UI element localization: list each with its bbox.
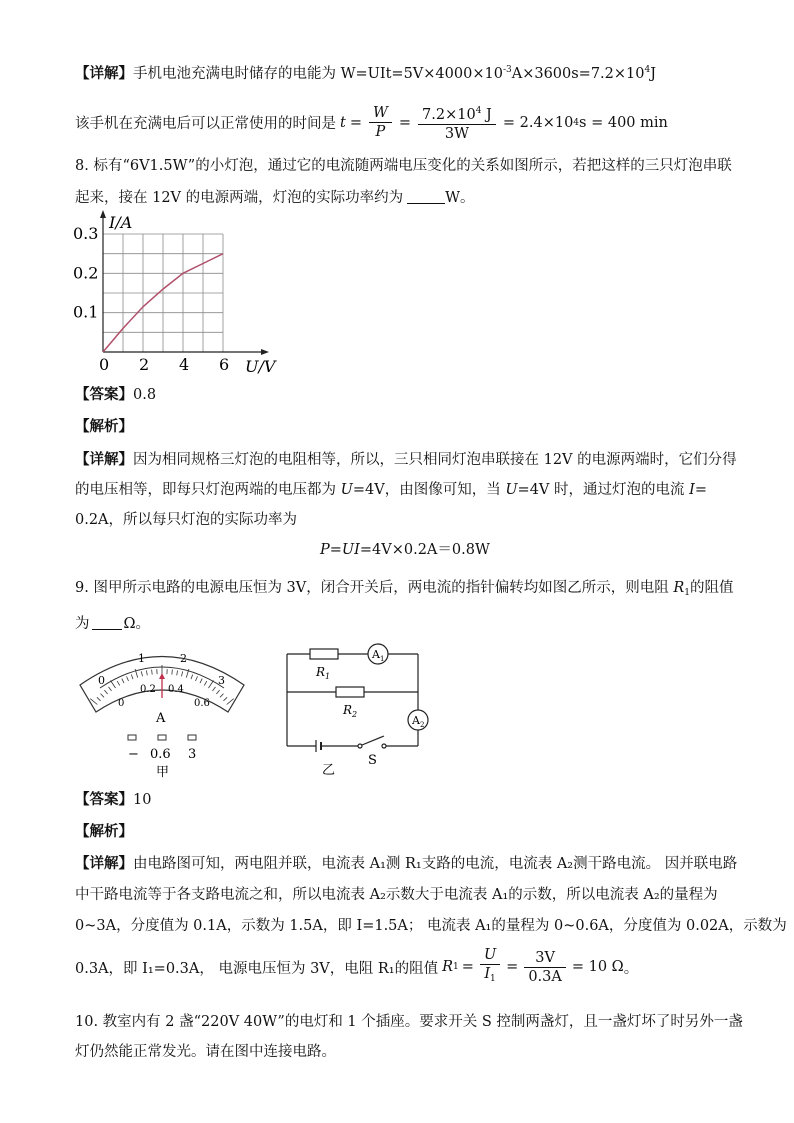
det9-frac1-den: $I_1$ — [484, 966, 496, 984]
iu-chart — [70, 210, 310, 380]
ans8-tag: 【答案】 — [75, 386, 133, 403]
meter-tick — [200, 679, 202, 684]
det8-l2a: 的电压相等，即每只灯泡两端的电压都为 — [75, 482, 341, 498]
q9-line1 — [75, 578, 734, 603]
ans9-value: 10 — [133, 792, 152, 808]
y-tick-label: 0.3 — [73, 224, 99, 243]
ans8-line — [75, 385, 156, 405]
det8-eq-b: = — [329, 542, 342, 558]
switch-blade — [362, 736, 384, 745]
meter-terminal-06: 0.6 — [150, 747, 171, 762]
q8-line2-b: W。 — [445, 190, 475, 206]
q9-answer-blank — [92, 615, 122, 630]
q9-line2b: Ω。 — [123, 616, 151, 632]
x-axis-arrow — [261, 349, 269, 355]
p2-result: = 2.4×10 — [502, 114, 574, 131]
meter-bot-0: 0 — [118, 698, 125, 709]
det9-l4-end: 。 — [623, 960, 639, 977]
p1-text2: A×3600s=7.2×10 — [511, 66, 645, 82]
det9-frac2 — [524, 949, 566, 986]
meter-tick — [97, 697, 101, 701]
det9-frac2-den: 0.3A — [528, 968, 562, 985]
det9-l4-eq2: = — [506, 959, 519, 975]
det9-frac1 — [480, 946, 500, 988]
ans9-line — [75, 790, 151, 810]
det8-l1: 因为相同规格三灯泡的电阻相等，所以，三只相同灯泡串联接在 12V 的电源两端时，它们分得 — [133, 452, 737, 468]
det9-l4-r-sub: 1 — [453, 962, 459, 972]
meter-tick — [117, 681, 120, 685]
r1-resistor — [310, 649, 338, 659]
meter-bot-2: 0.4 — [168, 684, 184, 695]
meter-tick — [141, 671, 142, 676]
meter-tick — [101, 694, 105, 698]
meter-bot-3: 0.6 — [194, 698, 210, 709]
p2-frac1-num: W — [369, 104, 392, 123]
meter-top-0: 0 — [98, 674, 105, 687]
det9-line1 — [75, 854, 737, 874]
det9-line4 — [75, 946, 638, 988]
meter-caption: 甲 — [156, 765, 170, 780]
meter-tick — [122, 679, 124, 684]
q9-line1b: R — [673, 580, 685, 596]
det8-tag: 【详解】 — [75, 451, 133, 468]
q9-line1a: 9. 图甲所示电路的电源电压恒为 3V，闭合开关后，两电流的指针偏转均如图乙所示，则电阻 — [75, 580, 674, 596]
p2-lead: 该手机在充满电后可以正常使用的时间是 — [75, 116, 336, 132]
meter-tick — [177, 670, 178, 675]
p2-eq2: = — [398, 114, 412, 131]
x-tick-label: 2 — [139, 355, 150, 374]
p2-frac1 — [369, 104, 392, 141]
det8-l2e: =4V 时，通过灯泡的电流 — [517, 482, 690, 498]
ammeter-diagram — [72, 640, 262, 780]
p2-t: t — [340, 114, 346, 131]
meter-tick — [182, 671, 183, 676]
q9-line1d: 的阻值 — [690, 580, 734, 596]
meter-tick — [131, 675, 133, 680]
det8-eq-c: UI — [341, 542, 360, 558]
jx9-tag: 【解析】 — [75, 823, 133, 840]
det9-l4-res: = 10 Ω — [571, 959, 624, 975]
meter-top-3: 3 — [218, 674, 225, 687]
det8-eq-d: =4V×0.2A＝0.8W — [359, 542, 490, 558]
det8-line1 — [75, 450, 737, 470]
det9-frac1-num: U — [480, 946, 500, 965]
jx8-tag: 【解析】 — [75, 418, 133, 435]
p1-line — [75, 60, 656, 84]
q8-line2-a: 起来，接在 12V 的电源两端，灯泡的实际功率约为 — [75, 190, 404, 206]
p2-line — [75, 102, 668, 143]
r2-resistor — [336, 687, 364, 697]
det9-line2: 中干路电流等于各支路电流之和，所以电流表 A₂示数大于电流表 A₁的示数，所以电流表 A₂的量程为 — [75, 887, 718, 903]
p2-eq1: = — [349, 114, 362, 131]
meter-tick — [209, 681, 214, 689]
p2-result-tail: s = 400 min — [579, 114, 668, 131]
det8-eq-a: P — [320, 542, 330, 558]
meter-tick — [224, 697, 228, 701]
circuit-caption: 乙 — [322, 763, 336, 778]
jx9-line — [75, 822, 133, 842]
det9-l4-eq: = — [461, 959, 474, 975]
det9-frac2-num: 3V — [524, 949, 566, 968]
circuit-diagram — [280, 640, 450, 778]
meter-tick — [152, 670, 153, 675]
chart-xlabel: U/V — [245, 357, 276, 376]
meter-bot-1: 0.2 — [140, 684, 156, 695]
meter-terminal-3: 3 — [188, 747, 197, 762]
det8-l2f: I — [689, 482, 695, 498]
meter-top-2: 2 — [180, 652, 187, 665]
p2-frac2-num: $7.2\times 10^4$ J — [418, 102, 496, 125]
p2-frac1-den: P — [375, 124, 386, 140]
meter-tick — [213, 687, 216, 691]
p1-text3: J — [650, 66, 657, 82]
p1-tag: 【详解】 — [75, 65, 133, 82]
chart-ylabel: I/A — [109, 213, 133, 232]
a2-label: $A_2$ — [412, 714, 425, 729]
meter-tick — [196, 676, 198, 681]
q9-line2 — [75, 614, 150, 634]
det8-eq — [320, 540, 490, 560]
det9-l4a: 0.3A，即 I₁=0.3A， 电源电压恒为 3V，电阻 R₁的阻值 — [75, 960, 439, 977]
det8-l2g: = — [694, 482, 708, 498]
det8-line3: 0.2A，所以每只灯泡的实际功率为 — [75, 512, 298, 528]
p2-frac2 — [418, 102, 496, 143]
meter-top-1: 1 — [138, 652, 145, 665]
x-tick-label: 0 — [99, 355, 110, 374]
q9-line1c: 1 — [684, 588, 691, 598]
meter-tick — [111, 681, 116, 689]
meter-tick — [172, 670, 173, 675]
det8-l2d: U — [505, 482, 518, 498]
p1-text: 手机电池充满电时储存的电能为 W=UIt=5V×4000×10 — [133, 66, 503, 82]
p1-exp2: 4 — [644, 65, 651, 75]
meter-tick — [204, 681, 207, 685]
p2-result-exp: 4 — [573, 117, 580, 128]
q8-answer-blank — [407, 189, 445, 204]
y-tick-label: 0.1 — [73, 302, 99, 322]
r1-label: $R_1$ — [316, 665, 331, 681]
meter-terminals — [128, 735, 196, 740]
meter-tick — [127, 676, 129, 681]
y-axis-arrow — [100, 210, 106, 218]
y-tick-label: 0.2 — [73, 263, 99, 283]
meter-tick — [220, 694, 224, 698]
det8-line2 — [75, 480, 707, 500]
meter-tick — [109, 687, 112, 691]
q10-line1: 10. 教室内有 2 盏“220V 40W”的电灯和 1 个插座。要求开关 S 控制两盏灯，且一盏灯坏了时另外一盏 — [75, 1014, 743, 1030]
p1-exp: -3 — [502, 65, 512, 75]
q10-line2: 灯仍然能正常发光。请在图中连接电路。 — [75, 1044, 336, 1060]
det9-l1: 由电路图可知，两电阻并联，电流表 A₁测 R₁支路的电流，电流表 A₂测干路电流。 因并联电路 — [133, 856, 738, 872]
meter-tick — [191, 675, 193, 680]
q8-line2 — [75, 188, 475, 208]
r2-label: $R_2$ — [343, 703, 358, 719]
meter-needle-head — [159, 673, 165, 679]
meter-tick — [104, 690, 107, 694]
meter-unit: A — [156, 711, 166, 726]
meter-tick — [216, 690, 219, 694]
a1-label: $A_1$ — [372, 648, 385, 663]
meter-terminal-neg: − — [128, 747, 139, 762]
det9-tag: 【详解】 — [75, 855, 133, 872]
x-tick-label: 6 — [219, 355, 230, 374]
det9-l4-r: R — [442, 959, 454, 975]
det8-l2c: =4V，由图像可知，当 — [352, 482, 506, 498]
x-tick-label: 4 — [179, 355, 190, 374]
q9-line2a: 为 — [75, 616, 90, 632]
ans9-tag: 【答案】 — [75, 791, 133, 808]
det9-line3: 0~3A，分度值为 0.1A，示数为 1.5A，即 I=1.5A； 电流表 A₁的量程为 0~0.6A，分度值为 0.02A，示数为 — [75, 918, 787, 934]
p2-frac2-den: 3W — [444, 126, 470, 142]
switch-label: S — [368, 753, 377, 768]
q8-line1: 8. 标有“6V1.5W”的小灯泡，通过它的电流随两端电压变化的关系如图所示，若把这样的三只灯泡串联 — [75, 158, 732, 174]
det8-l2b: U — [340, 482, 353, 498]
jx8-line — [75, 417, 133, 437]
meter-tick — [146, 670, 147, 675]
ans8-value: 0.8 — [133, 387, 157, 403]
chart-grid — [103, 234, 223, 352]
